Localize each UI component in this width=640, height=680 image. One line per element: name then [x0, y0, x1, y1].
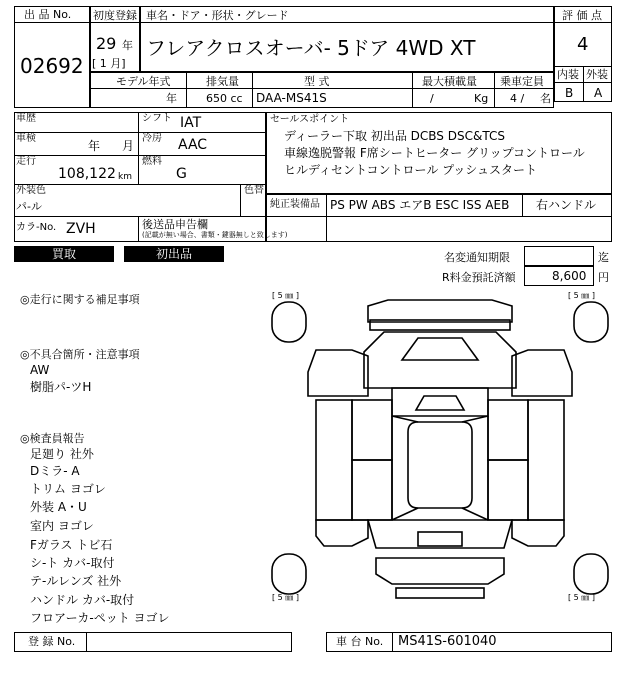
- inspector-item: テ-ルレンズ 社外: [30, 574, 122, 588]
- fuel-label: 燃料: [142, 156, 162, 167]
- first-reg-year-unit: 年: [122, 39, 133, 52]
- capacity-unit: 名: [540, 92, 551, 105]
- first-reg-month: [ 1 月]: [92, 57, 126, 70]
- left-front-door-shape: [352, 400, 392, 460]
- right-rear-quarter-shape: [512, 520, 564, 546]
- registration-label: 登 録 No.: [28, 635, 76, 648]
- inspector-item: ハンドル カバ-取付: [30, 593, 135, 607]
- name-change-field: [524, 246, 594, 266]
- tire-front-left-label: [ 5 ㎜ ]: [272, 292, 299, 300]
- displacement-label: 排気量: [206, 75, 239, 88]
- fuel-value: G: [176, 166, 187, 182]
- exterior-label: 外装: [586, 68, 608, 81]
- max-load-value: /: [430, 92, 434, 105]
- left-rear-quarter-shape: [316, 520, 368, 546]
- tire-front-right-label: [ 5 ㎜ ]: [568, 292, 595, 300]
- sales-point-line-3: ヒルディセントコントロール プッシュスタート: [284, 163, 538, 177]
- max-load-unit: Kg: [474, 92, 489, 105]
- name-change-label: 名変通知期限: [444, 251, 510, 264]
- ac-label: 冷房: [142, 133, 162, 144]
- capacity-label: 乗車定員: [500, 75, 544, 88]
- lot-label: 出 品 No.: [24, 8, 72, 21]
- model-year-label: モデル年式: [116, 75, 171, 88]
- recycle-value: 8,600: [552, 269, 587, 283]
- tire-rear-left-shape: [272, 554, 306, 594]
- interior-label: 内装: [557, 68, 579, 81]
- chassis-number: MS41S-601040: [398, 634, 497, 649]
- inspector-item: 外装 A・U: [30, 500, 87, 514]
- exterior-color-label: 外装色: [16, 185, 46, 196]
- inspector-item: トリム ヨゴレ: [30, 482, 106, 496]
- tire-front-right-shape: [574, 302, 608, 342]
- max-load-label: 最大積載量: [422, 75, 477, 88]
- tire-rear-left-label: [ 5 ㎜ ]: [272, 593, 299, 602]
- score-label: 評 価 点: [562, 9, 602, 22]
- capacity-value: 4 /: [510, 92, 525, 105]
- equipment-items: PS PW ABS エアB ESC ISS AEB: [330, 198, 510, 212]
- first-reg-year: 29: [96, 34, 117, 53]
- type-value: DAA-MS41S: [256, 91, 327, 105]
- inspector-item: フロアーカ-ペット ヨゴレ: [30, 611, 170, 625]
- mileage-unit: km: [118, 172, 132, 182]
- defect-item: 樹脂パ-ツH: [30, 380, 92, 394]
- inspector-item: シ-ト カバ-取付: [30, 556, 115, 570]
- mileage-label: 走行: [16, 156, 36, 167]
- buy-badge: 買取: [14, 246, 114, 262]
- aftermarket-label: 後送品申告欄: [142, 218, 208, 231]
- sales-point-line-2: 車線逸脱警報 F席シートヒーター グリップコントロール: [284, 146, 585, 160]
- history-label: 車歴: [16, 113, 36, 124]
- inspection-year: 年: [88, 139, 101, 153]
- shift-label: シフト: [142, 113, 172, 124]
- roof-shape: [408, 422, 472, 508]
- mileage-value: 108,122: [58, 166, 116, 182]
- recycle-unit: 円: [598, 271, 609, 284]
- rear-hatch-shape: [368, 520, 512, 548]
- lot-number: 02692: [20, 54, 84, 78]
- interior-grade: B: [565, 86, 574, 100]
- driving-notes-title: ◎走行に関する補足事項: [20, 293, 140, 306]
- inspector-item: Fガラス トビ石: [30, 538, 113, 552]
- equipment-label: 純正装備品: [270, 199, 320, 210]
- chassis-label: 車 台 No.: [336, 635, 384, 648]
- car-name: フレアクロスオーバ- 5ドア 4WD XT: [146, 36, 476, 60]
- inspector-item: 足廻り 社外: [30, 447, 94, 461]
- car-damage-diagram: [268, 292, 612, 602]
- recycle-label: R料金預託済額: [442, 271, 516, 284]
- first-listing-badge: 初出品: [124, 246, 224, 262]
- sales-points-label: セールスポイント: [270, 114, 350, 125]
- front-bumper-shape: [368, 300, 512, 322]
- windshield-shape: [392, 388, 488, 416]
- tire-rear-right-shape: [574, 554, 608, 594]
- right-rear-door-shape: [488, 460, 528, 520]
- aftermarket-note: (記載が無い場合、書類・鍵器無しと致します): [142, 231, 288, 239]
- inspector-item: 室内 ヨゴレ: [30, 519, 94, 533]
- color-change-label: 色替: [244, 185, 264, 196]
- left-front-fender-shape: [308, 350, 368, 396]
- tire-front-left-shape: [272, 302, 306, 342]
- color-no-label: カラ-No.: [16, 222, 57, 233]
- left-rear-door-shape: [352, 460, 392, 520]
- exterior-color-value: パ-ル: [16, 200, 42, 213]
- tire-rear-right-label: [ 5 ㎜ ]: [568, 593, 595, 602]
- shift-value: IAT: [180, 115, 202, 131]
- inspection-label: 車検: [16, 133, 36, 144]
- first-reg-label: 初度登録: [93, 9, 137, 22]
- exterior-grade: A: [594, 86, 603, 100]
- name-change-unit: 迄: [598, 251, 609, 264]
- type-label: 型 式: [304, 75, 330, 88]
- model-year-value: 年: [166, 92, 177, 105]
- rear-bumper-shape: [376, 558, 504, 584]
- inspector-title: ◎検査員報告: [20, 432, 85, 445]
- right-front-door-shape: [488, 400, 528, 460]
- right-front-fender-shape: [512, 350, 572, 396]
- sales-point-line-1: ディーラー下取 初出品 DCBS DSC&TCS: [284, 129, 505, 143]
- inspector-item: Dミラ- A: [30, 464, 80, 478]
- score-value: 4: [577, 34, 589, 55]
- steering-position: 右ハンドル: [536, 198, 597, 212]
- ac-value: AAC: [178, 137, 208, 153]
- displacement-value: 650 cc: [206, 92, 243, 105]
- car-name-label: 車名・ドア・形状・グレード: [146, 9, 289, 22]
- defect-item: AW: [30, 363, 50, 377]
- inspection-month: 月: [122, 139, 135, 153]
- color-no-value: ZVH: [66, 221, 96, 237]
- defects-title: ◎不具合箇所・注意事項: [20, 348, 140, 361]
